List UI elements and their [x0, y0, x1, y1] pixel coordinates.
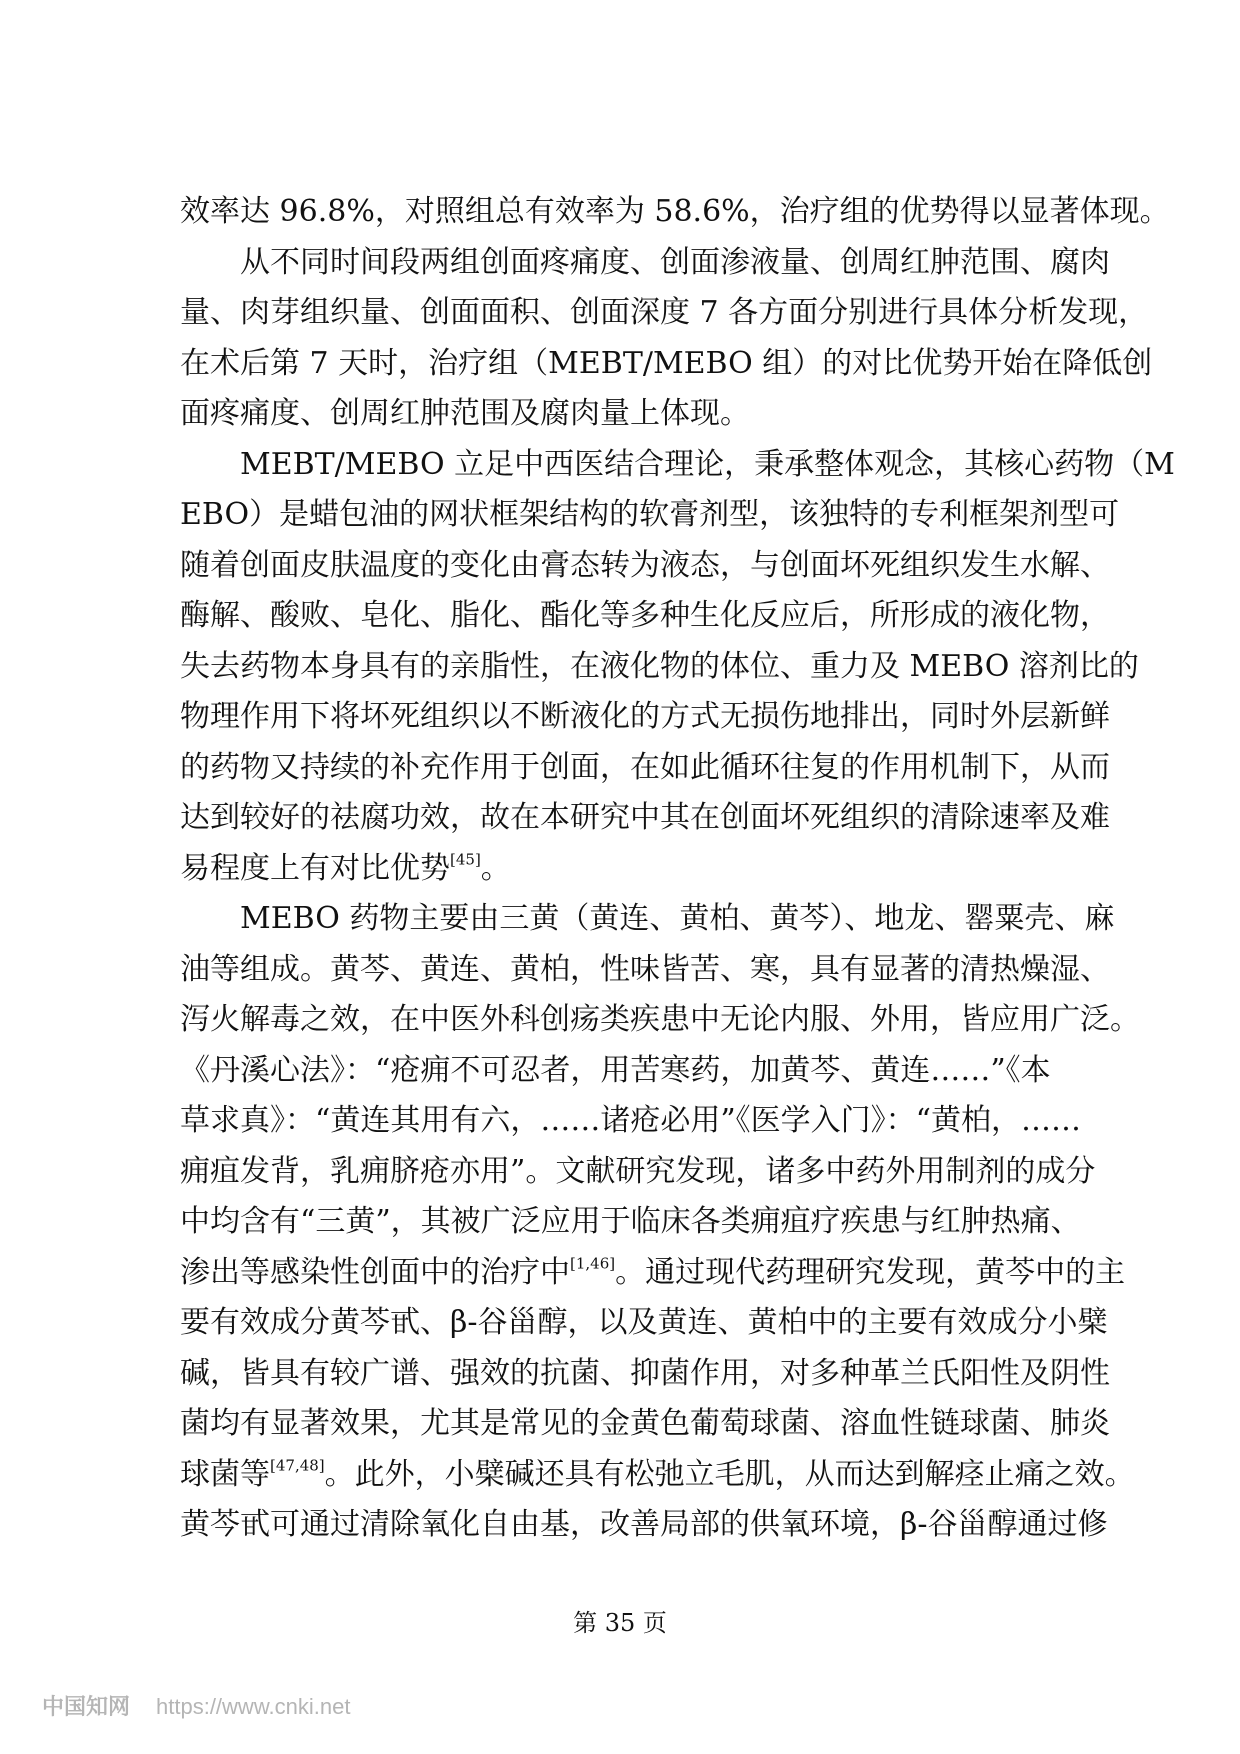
- text-line: [180, 1197, 1100, 1248]
- text-run: 面疼痛度、创周红肿范围及腐肉量上体现。: [180, 396, 750, 431]
- text-run: 渗出等感染性创面中的治疗中: [180, 1254, 570, 1290]
- text-run: 菌均有显著效果，尤其是常见的金黄色葡萄球菌、溶血性链球菌、肺炎: [180, 1406, 1110, 1441]
- text-run: 达到较好的祛腐功效，故在本研究中其在创面坏死组织的清除速率及难: [180, 800, 1110, 835]
- text-run: 痈疽发背，乳痈脐疮亦用”。文献研究发现，诸多中药外用制剂的成分: [180, 1153, 1096, 1189]
- text-line: [180, 692, 1110, 743]
- text-run: 碱，皆具有较广谱、强效的抗菌、抑菌作用，对多种革兰氏阳性及阴性: [180, 1355, 1110, 1391]
- citation-marker: [47,48]: [270, 1456, 325, 1474]
- paragraph: [180, 238, 1153, 440]
- text-run: 泻火解毒之效，在中医外科创疡类疾患中无论内服、外用，皆应用广泛。: [180, 1002, 1140, 1037]
- text-run: 在术后第 7 天时，治疗组（MEBT/MEBO 组）的对比优势开始在降低创: [180, 345, 1153, 381]
- text-run: 随着创面皮肤温度的变化由膏态转为液态，与创面坏死组织发生水解、: [180, 547, 1110, 583]
- text-run: 酶解、酸败、皂化、脂化、酯化等多种生化反应后，所形成的液化物，: [180, 598, 1110, 633]
- text-line: [180, 389, 1100, 440]
- text-line: [180, 642, 1139, 693]
- text-line: [180, 844, 1100, 895]
- text-run: 易程度上有对比优势: [180, 850, 450, 886]
- text-line: [180, 1298, 1108, 1349]
- text-line: [180, 1500, 1108, 1551]
- text-run: 。此外，小檗碱还具有松弛立毛肌，从而达到解痉止痛之效。: [324, 1456, 1135, 1492]
- text-run: MEBT/MEBO 立足中西医结合理论，秉承整体观念，其核心药物（M: [240, 446, 1175, 482]
- text-line: [180, 995, 1140, 1046]
- text-line: [180, 1399, 1110, 1450]
- text-line: [180, 1147, 1100, 1198]
- paragraph: [180, 894, 1140, 1551]
- citation-marker: [45]: [450, 850, 481, 868]
- text-run: 。通过现代药理研究发现，黄芩中的主: [615, 1254, 1126, 1290]
- text-line: [180, 238, 1110, 289]
- text-line: [180, 1096, 1100, 1147]
- text-run: 的药物又持续的补充作用于创面，在如此循环往复的作用机制下，从而: [180, 749, 1110, 785]
- watermark-url: https://www.cnki.net: [156, 1694, 351, 1719]
- text-line: [180, 1450, 1135, 1501]
- text-run: 《丹溪心法》：“疮痈不可忍者，用苦寒药，加黄芩、黄连……”《本: [180, 1052, 1051, 1088]
- text-line: [180, 288, 1149, 339]
- text-run: 要有效成分黄芩甙、β-谷甾醇，以及黄连、黄柏中的主要有效成分小檗: [180, 1305, 1108, 1340]
- text-run: 油等组成。黄芩、黄连、黄柏，性味皆苦、寒，具有显著的清热燥湿、: [180, 951, 1110, 987]
- text-line: [180, 945, 1110, 996]
- text-run: 效率达 96.8%，对照组总有效率为 58.6%，治疗组的优势得以显著体现。: [180, 194, 1170, 229]
- text-run: 黄芩甙可通过清除氧化自由基，改善局部的供氧环境，β-谷甾醇通过修: [180, 1507, 1108, 1542]
- text-line: [180, 187, 1170, 238]
- text-line: [180, 440, 1175, 491]
- page-number: 第 35 页: [573, 1609, 667, 1637]
- text-line: [180, 743, 1110, 794]
- watermark: [42, 1690, 350, 1721]
- text-line: [180, 1248, 1126, 1299]
- text-run: 物理作用下将坏死组织以不断液化的方式无损伤地排出，同时外层新鲜: [180, 699, 1110, 734]
- text-line: [180, 793, 1110, 844]
- paragraph: [180, 187, 1170, 238]
- text-run: 。: [480, 850, 511, 886]
- watermark-brand: 中国知网: [42, 1695, 131, 1720]
- text-run: 草求真》：“黄连其用有六，……诸疮必用”《医学入门》：“黄柏，……: [180, 1103, 1082, 1138]
- text-run: 量、肉芽组织量、创面面积、创面深度 7 各方面分别进行具体分析发现，: [180, 295, 1149, 330]
- document-body: [180, 187, 1175, 1551]
- text-run: 从不同时间段两组创面疼痛度、创面渗液量、创周红肿范围、腐肉: [240, 244, 1110, 280]
- text-run: 球菌等: [180, 1456, 270, 1492]
- text-line: [180, 1046, 1100, 1097]
- text-line: [180, 339, 1153, 390]
- text-line: [180, 1349, 1110, 1400]
- text-run: 失去药物本身具有的亲脂性，在液化物的体位、重力及 MEBO 溶剂比的: [180, 648, 1139, 684]
- text-run: EBO）是蜡包油的网状框架结构的软膏剂型，该独特的专利框架剂型可: [180, 497, 1120, 532]
- text-line: [180, 591, 1110, 642]
- text-line: [180, 490, 1120, 541]
- text-run: 中均含有“三黄”，其被广泛应用于临床各类痈疽疗疾患与红肿热痛、: [180, 1204, 1081, 1239]
- text-run: MEBO 药物主要由三黄（黄连、黄柏、黄芩）、地龙、罂粟壳、麻: [240, 901, 1115, 936]
- text-line: [180, 894, 1115, 945]
- paragraph: [180, 440, 1175, 895]
- text-line: [180, 541, 1110, 592]
- citation-marker: [1,46]: [570, 1254, 616, 1272]
